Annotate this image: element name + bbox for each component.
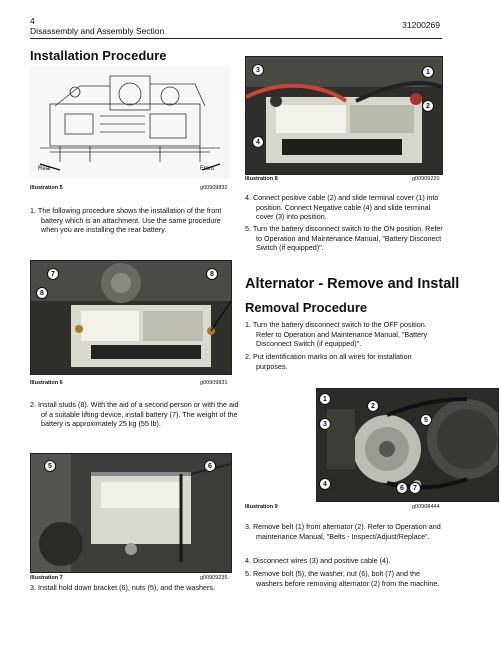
callout-alt-7: 7 — [409, 482, 421, 494]
alternator-heading: Alternator - Remove and Install — [245, 276, 460, 292]
callout-alt-6: 6 — [396, 482, 408, 494]
callout-alt-3: 3 — [319, 418, 331, 430]
callout-alt-2: 2 — [367, 400, 379, 412]
installation-heading: Installation Procedure — [30, 48, 167, 63]
header-rule — [30, 38, 442, 39]
illustration-8-id: g00909220 — [412, 176, 440, 182]
illustration-9-id: g00908444 — [412, 504, 440, 510]
callout-alt-4: 4 — [319, 478, 331, 490]
callout-3: 3 — [252, 64, 264, 76]
install-step-2: 2. Install studs (8). With the aid of a second person or with the aid of a suitable lifting device, install battery (7). The weight of the battery is approximately 25 kg (55 lb). — [30, 400, 239, 429]
callout-8-right: 8 — [206, 268, 218, 280]
install-step-1: 1. The following procedure shows the installation of the front battery which is an attachment. Use the same procedure when you are installing the rear battery. — [30, 206, 222, 235]
illustration-8-image — [245, 56, 443, 175]
document-id: 31200269 — [402, 20, 440, 30]
illustration-6-caption: Illustration 6 — [30, 380, 63, 386]
removal-step-3: 3. Remove belt (1) from alternator (2). Refer to Operation and maintenance Manual, "Belts - Inspect/Adjust/Replace". — [245, 522, 441, 541]
removal-step-2: 2. Put identification marks on all wires for installation purposes. — [245, 352, 412, 371]
illustration-7-id: g00909235 — [200, 575, 228, 581]
removal-step-5: 5. Remove bolt (5), the washer, nut (6), bolt (7) and the washers before removing alternator (2) from the machine. — [245, 569, 440, 588]
removal-step-4: 4. Disconnect wires (3) and positive cable (4). — [245, 556, 391, 565]
callout-5: 5 — [44, 460, 56, 472]
illustration-7-caption: Illustration 7 — [30, 575, 63, 581]
callout-alt-1: 1 — [319, 393, 331, 405]
callout-1: 1 — [422, 66, 434, 78]
illustration-5-caption: Illustration 5 — [30, 185, 63, 191]
illustration-9-caption: Illustration 9 — [245, 504, 278, 510]
illustration-5-id: g00909832 — [200, 185, 228, 191]
install-step-3: 3. Install hold down bracket (6), nuts (5), and the washers. — [30, 583, 215, 592]
label-front: Front — [200, 166, 215, 172]
callout-7: 7 — [47, 268, 59, 280]
illustration-7-image — [30, 453, 232, 573]
label-rear: Rear — [38, 166, 52, 172]
callout-6: 6 — [204, 460, 216, 472]
illustration-6-id: g00909831 — [200, 380, 228, 386]
illustration-8-caption: Illustration 8 — [245, 176, 278, 182]
install-step-4: 4. Connect positive cable (2) and slide terminal cover (1) into position. Connect Negative cable (4) and slide terminal cover (3) into position. — [245, 193, 439, 222]
install-step-5: 5. Turn the battery disconnect switch to the ON position. Refer to Operation and Maintenance Manual, "Battery Disconect Switch (if equipped)". — [245, 224, 443, 253]
page-number: 4 — [30, 16, 35, 26]
illustration-6-image — [30, 260, 232, 375]
illustration-5-image — [30, 66, 230, 178]
removal-heading: Removal Procedure — [245, 300, 368, 315]
section-title: Disassembly and Assembly Section — [30, 26, 165, 36]
callout-8-left: 8 — [36, 287, 48, 299]
callout-2: 2 — [422, 100, 434, 112]
removal-step-1: 1. Turn the battery disconnect switch to the OFF position. Refer to Operation and Maintenance Manual, "Battery Disconnect Switch (if equipped)". — [245, 320, 428, 349]
callout-4: 4 — [252, 136, 264, 148]
callout-alt-5: 5 — [420, 414, 432, 426]
